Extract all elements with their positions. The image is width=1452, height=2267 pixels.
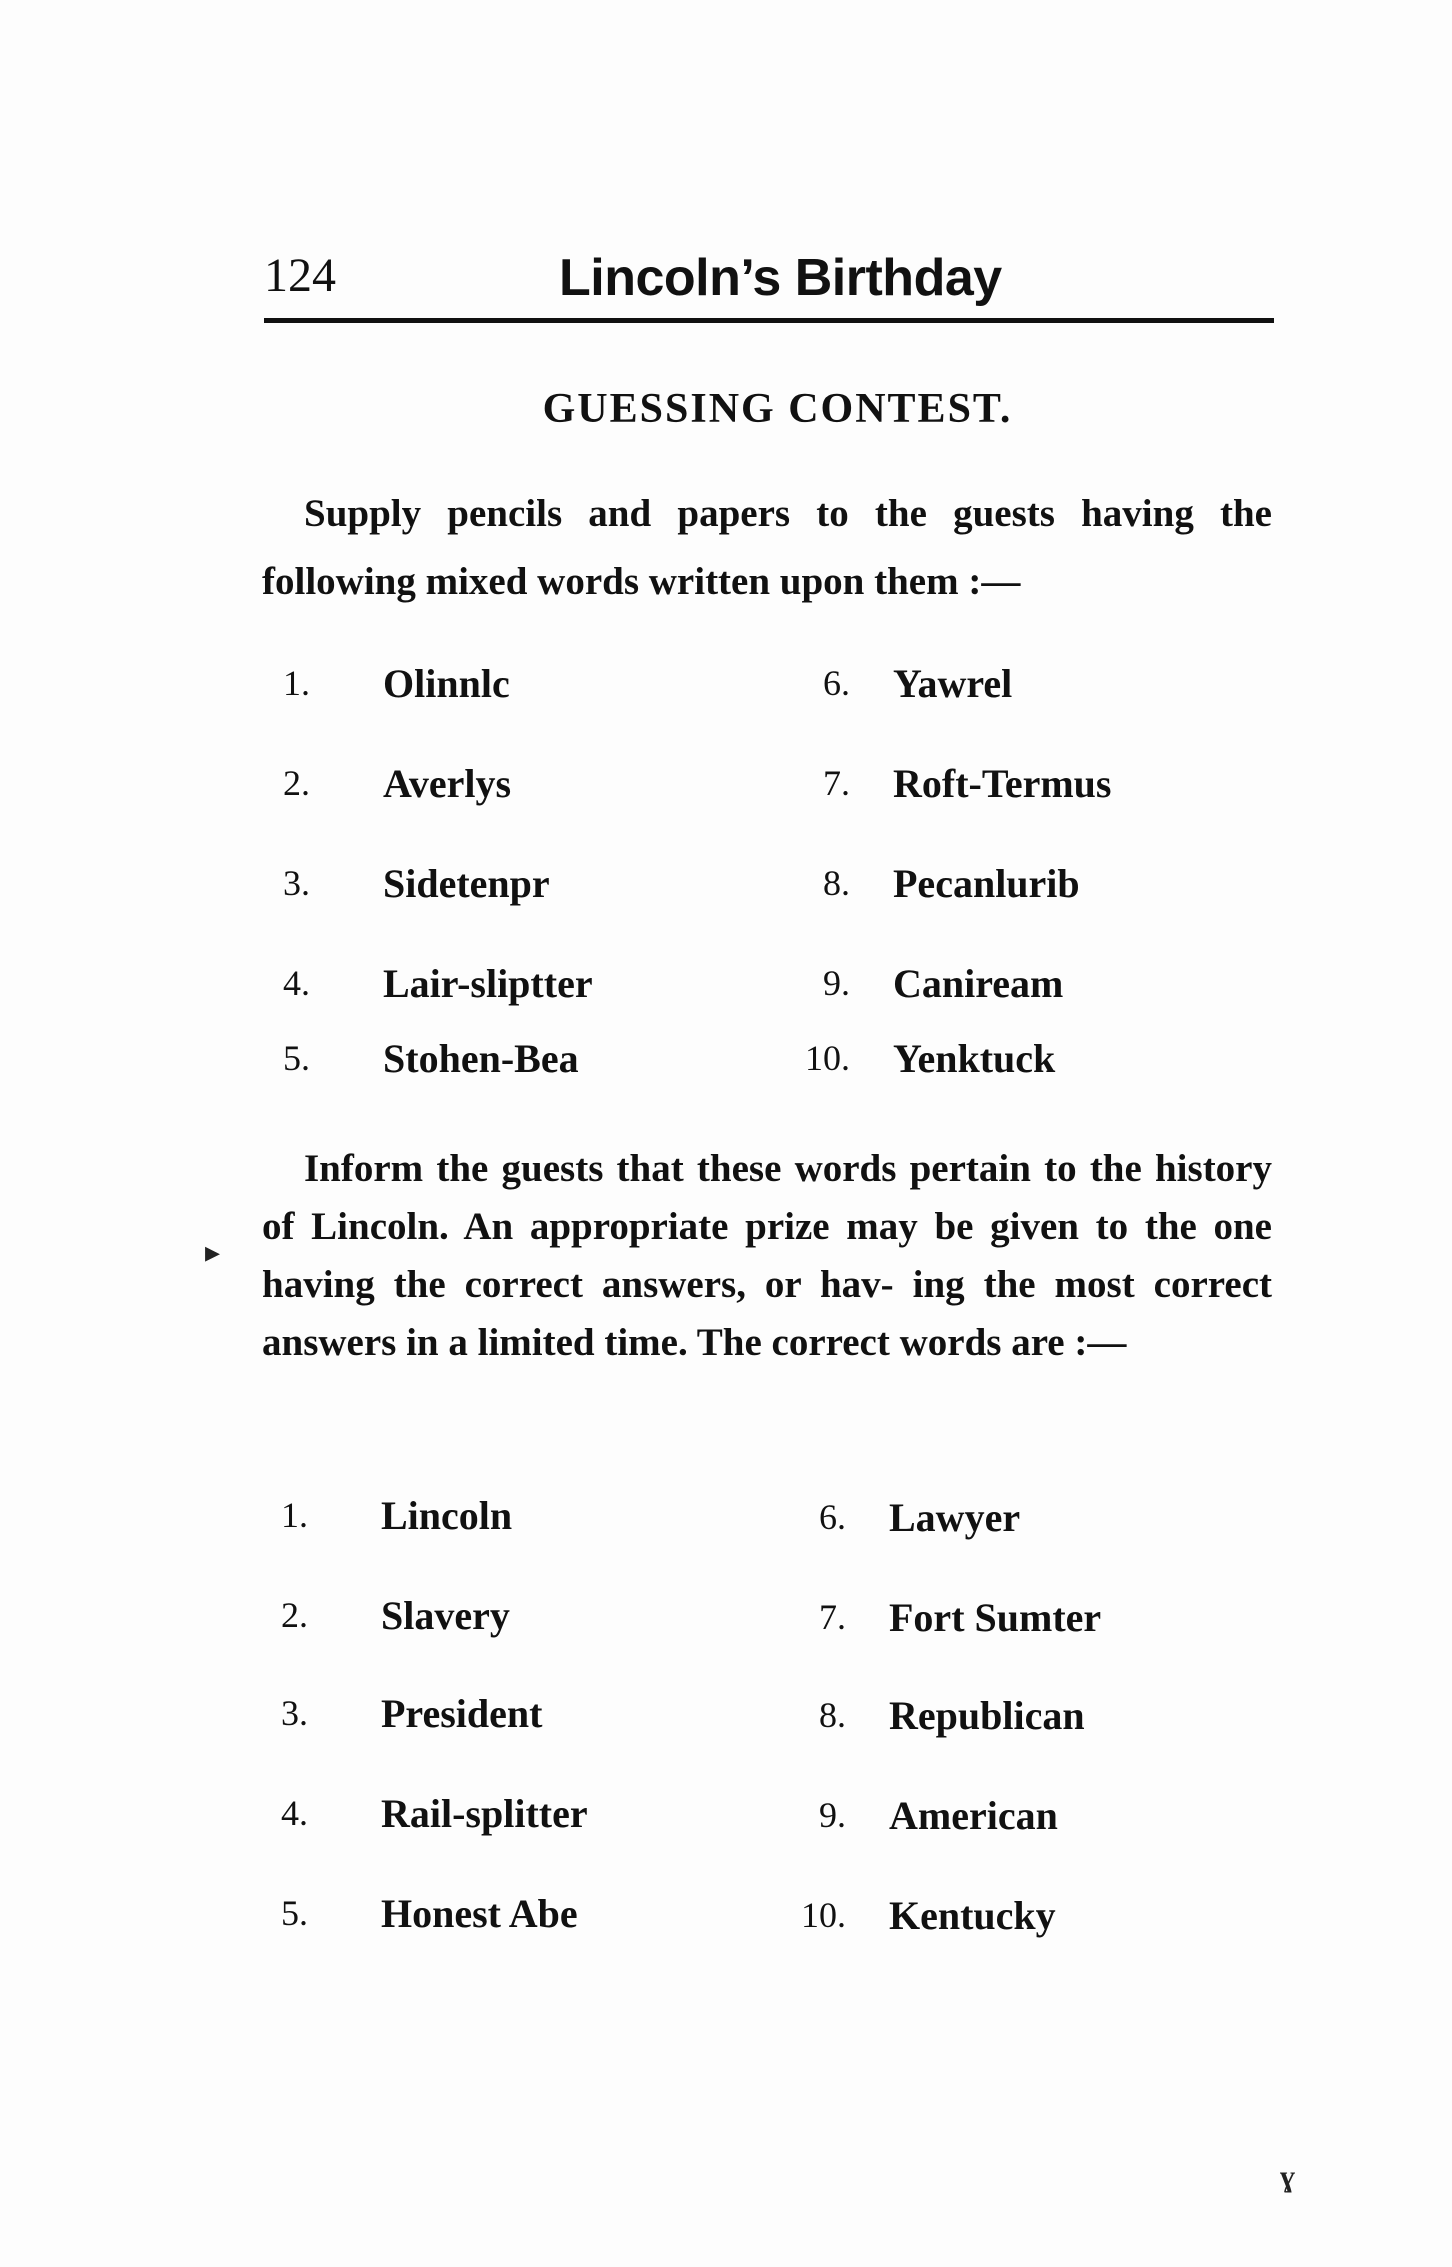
item-word: President [381,1691,543,1736]
intro-paragraph: Supply pencils and papers to the guests having the following mixed words written upon them :— [262,492,1272,603]
item-word: Rail-splitter [381,1791,588,1836]
item-number: 1. [281,1495,308,1535]
item-word: Lincoln [381,1493,513,1538]
item-word: Caniream [893,961,1064,1006]
item-number: 6. [819,1497,846,1537]
item-number: 3. [281,1693,308,1733]
page-number: 124 [264,249,336,302]
running-head [264,240,1274,323]
item-word: Roft-Termus [893,761,1112,806]
scan-mark: ɣ [1280,2160,1295,2193]
item-number: 10. [805,1038,850,1078]
item-word: Lawyer [889,1495,1021,1540]
item-word: Honest Abe [381,1891,578,1936]
section-title: GUESSING CONTEST. [542,386,1013,432]
item-number: 2. [281,1595,308,1635]
item-number: 3. [283,863,310,903]
item-word: Kentucky [889,1893,1056,1938]
item-number: 7. [819,1597,846,1637]
item-word: Fort Sumter [889,1595,1102,1640]
explanation-paragraph: Inform the guests that these words pertain to the history of Lincoln. An appropriate prize may be given to the one having the correct answers, or hav- ing the most correct answers in a limited time. The correct words are :— [262,1147,1272,1364]
item-word: Yenktuck [893,1036,1056,1081]
item-number: 1. [283,663,310,703]
running-title: Lincoln’s Birthday [559,249,1002,307]
margin-mark: ▸ [205,1236,221,1269]
item-word: Republican [889,1693,1085,1738]
item-number: 6. [823,663,850,703]
item-number: 8. [823,863,850,903]
item-word: Averlys [383,761,512,806]
item-number: 5. [283,1038,310,1078]
item-word: Slavery [381,1593,510,1638]
item-number: 4. [281,1793,308,1833]
item-number: 5. [281,1893,308,1933]
item-number: 10. [801,1895,846,1935]
item-word: Stohen-Bea [383,1036,579,1081]
item-number: 4. [283,963,310,1003]
item-number: 2. [283,763,310,803]
item-number: 9. [823,963,850,1003]
item-number: 9. [819,1795,846,1835]
item-word: Yawrel [893,661,1013,706]
item-number: 8. [819,1695,846,1735]
item-word: Lair-sliptter [383,961,593,1006]
item-word: Sidetenpr [383,861,550,906]
item-word: Olinnlc [383,661,510,706]
item-word: Pecanlurib [893,861,1080,906]
item-number: 7. [823,763,850,803]
item-word: American [889,1793,1058,1838]
